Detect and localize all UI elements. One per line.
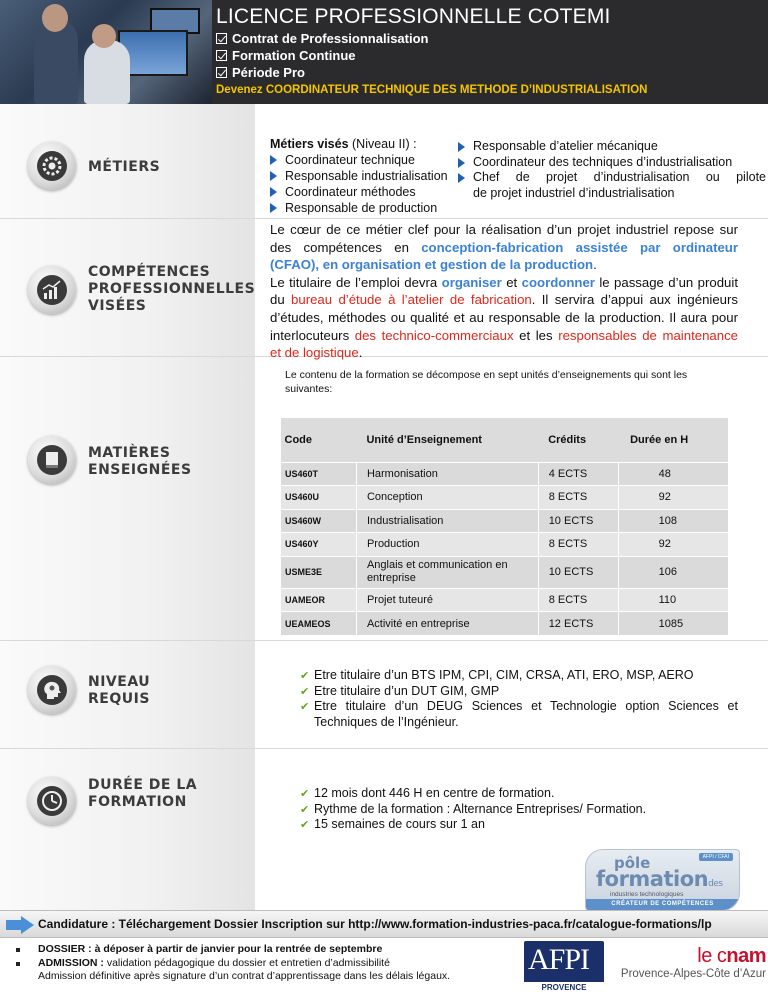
chevron-right-icon [270, 187, 277, 197]
checkbox-icon [216, 33, 227, 44]
gears-icon [28, 142, 76, 190]
list-item: ✔ 12 mois dont 446 H en centre de formation. [300, 786, 555, 800]
checkmark-icon: ✔ [300, 700, 310, 714]
metiers-block [270, 136, 448, 216]
list-item: DOSSIER : à déposer à partir de janvier pour la rentrée de septembre [38, 943, 450, 957]
competences-text: Le cœur de ce métier clef pour la réalisation d’un projet industriel repose sur des compétences en conception-fabrication assistée par ordinateur (CFAO), en organisation et gestion de la production. Le titulaire de l’emploi devra organiser et coordonner le passage d’un produit du bureau d’étude à l’atelier de fabrication. Il servira d’appui aux ingénieurs d’études, méthodes ou qualité et au responsable de la production. Il aura pour interlocuteurs des technico-commerciaux et les responsables de maintenance et de logistique. [270, 222, 738, 361]
divider [0, 218, 768, 219]
header-tagline: Devenez COORDINATEUR TECHNIQUE DES METHODE D’INDUSTRIALISATION [216, 84, 648, 96]
chevron-right-icon [458, 173, 465, 183]
checkbox-icon [216, 67, 227, 78]
table-row: USME3E Anglais et communication en entreprise 10 ECTS 106 [281, 556, 729, 588]
chevron-right-icon [458, 158, 465, 168]
niveau-list [300, 668, 738, 730]
list-item: ✔ 15 semaines de cours sur 1 an [300, 817, 485, 832]
column-header: Crédits [548, 433, 587, 446]
candidature-link[interactable]: Candidature : Téléchargement Dossier Inscription sur http://www.formation-industries-paca.fr/catalogue-formations/lp [38, 917, 712, 931]
list-item: Coordinateur méthodes [270, 184, 448, 200]
checkbox-icon [216, 50, 227, 61]
duree-list [300, 786, 738, 833]
chevron-right-icon [270, 155, 277, 165]
checkmark-icon: ✔ [300, 787, 310, 800]
list-item: Admission définitive après signature d’un contrat d’apprentissage dans les délais légaux. [38, 970, 451, 982]
units-table [280, 418, 728, 635]
pole-formation-logo: AFPI / CFAI pôle formationdes industries technologiques CRÉATEUR DE COMPÉTENCES [585, 849, 740, 911]
list-item: ADMISSION : validation pédagogique du dossier et entretien d’admissibilité [38, 957, 450, 971]
header-photo [0, 0, 212, 104]
divider [0, 748, 768, 749]
book-icon [28, 436, 76, 484]
list-item: Chef de projet d’industrialisation ou pilote [458, 170, 766, 186]
candidature-bar [0, 910, 768, 938]
list-item: ✔ Etre titulaire d’un DUT GIM, GMP [300, 683, 500, 698]
cnam-logo: le cnam Provence-Alpes-Côte d’Azur [620, 945, 766, 980]
head-gears-icon [28, 666, 76, 714]
column-header: Durée en H [630, 433, 689, 446]
list-item: Coordinateur technique [270, 152, 448, 168]
table-row: US460U Conception 8 ECTS 92 [281, 486, 729, 510]
table-header-row [281, 418, 729, 462]
checkmark-icon: ✔ [300, 684, 310, 698]
list-item: ✔ Etre titulaire d’un BTS IPM, CPI, CIM, CRSA, ATI, ERO, MSP, AERO [300, 668, 694, 682]
list-item: ✔ Etre titulaire d’un DEUG Sciences et Technologie option Sciences et Techniques de l’Ingénieur. [300, 699, 738, 729]
chevron-right-icon [270, 203, 277, 213]
list-item: Coordinateur des techniques d’industrialisation [458, 155, 766, 171]
clock-icon [28, 777, 76, 825]
growth-chart-icon [28, 266, 76, 314]
check-item: Formation Continue [216, 47, 648, 64]
section-label-matieres: MATIÈRES ENSEIGNÉES [88, 445, 192, 478]
chevron-right-icon [458, 142, 465, 152]
page-title: LICENCE PROFESSIONNELLE COTEMI [216, 5, 611, 28]
column-header: Unité d’Enseignement [366, 433, 482, 446]
section-label-duree: DURÉE DE LA FORMATION [88, 777, 198, 810]
check-item: Période Pro [216, 64, 648, 81]
chevron-right-icon [270, 171, 277, 181]
list-item: Responsable d’atelier mécanique [458, 139, 766, 155]
table-row: US460W Industrialisation 10 ECTS 108 [281, 509, 729, 533]
checkmark-icon: ✔ [300, 818, 310, 832]
table-row: UAMEOR Projet tuteuré 8 ECTS 110 [281, 588, 729, 612]
section-label-competences: COMPÉTENCES PROFESSIONNELLES VISÉES [88, 264, 256, 314]
divider [0, 640, 768, 641]
checkmark-icon: ✔ [300, 669, 310, 682]
afpi-logo: AFPI PROVENCE [524, 941, 604, 993]
table-row: US460T Harmonisation 4 ECTS 48 [281, 462, 729, 486]
list-item: de projet industriel d’industrialisation [473, 185, 675, 200]
list-item: Responsable industrialisation [270, 168, 448, 184]
metiers-heading: Métiers visés (Niveau II) : [270, 137, 417, 151]
column-header: Code [284, 433, 312, 446]
matieres-intro: Le contenu de la formation se décompose en sept unités d’enseignements qui sont les suivantes: [285, 369, 688, 395]
bullet-icon [16, 962, 20, 966]
header-banner [0, 0, 768, 104]
bullet-icon [16, 948, 20, 952]
list-item: ✔ Rythme de la formation : Alternance Entreprises/ Formation. [300, 801, 647, 816]
section-label-metiers: MÉTIERS [88, 159, 161, 175]
check-item: Contrat de Professionnalisation [216, 30, 648, 47]
arrow-right-icon [6, 916, 34, 934]
table-row: UEAMEOS Activité en entreprise 12 ECTS 1085 [281, 612, 729, 636]
metiers-right-list [458, 139, 766, 201]
section-label-niveau: NIVEAU REQUIS [88, 674, 151, 707]
list-item: Responsable de production [270, 200, 448, 216]
admission-info [38, 943, 450, 984]
checkmark-icon: ✔ [300, 802, 310, 816]
table-row: US460Y Production 8 ECTS 92 [281, 533, 729, 557]
